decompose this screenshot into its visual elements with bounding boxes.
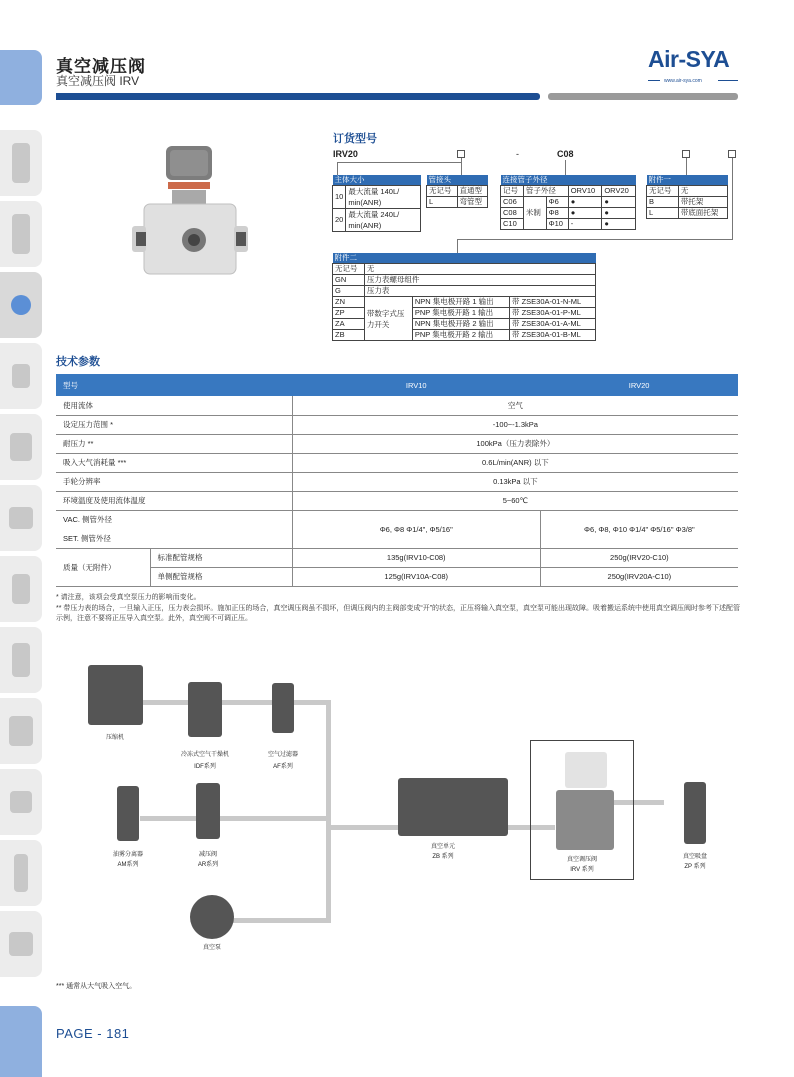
acc2-table-header: 附件二 — [333, 253, 596, 264]
code-box-acc2 — [728, 150, 736, 158]
side-nav-manifold[interactable] — [0, 627, 42, 693]
connector-line — [565, 160, 566, 175]
tech-port-irv10: Φ6, Φ8 Φ1/4", Φ5/16" — [292, 510, 540, 548]
silencer-icon — [14, 854, 28, 892]
fitting-code: L — [427, 197, 458, 208]
tech-header-irv20: IRV20 — [540, 374, 738, 396]
tech-label: 耐压力 ** — [56, 434, 292, 453]
connector-line — [461, 158, 462, 175]
logo-line-right — [718, 80, 738, 81]
irv-label: 真空调压阀 — [566, 857, 597, 863]
header-bar — [56, 93, 540, 100]
vacuum-pump-icon — [190, 895, 234, 939]
note-1: * 请注意，该项会受真空泵压力的影响而变化。 — [56, 594, 201, 601]
acc2-code: ZN — [333, 297, 365, 308]
connector-icon — [10, 791, 32, 813]
pipe-code: C06 — [501, 197, 524, 208]
connector-line — [732, 158, 733, 239]
reg-label: 减压阀 — [198, 852, 217, 858]
code-box-fitting — [457, 150, 465, 158]
fitting-code: 无记号 — [427, 186, 458, 197]
tech-value: 100kPa（压力表除外） — [292, 434, 738, 453]
note-2: ** 带压力表的场合，一旦输入正压，压力表会损坏。施加正压的场合，真空调压阀虽不损坏，但调压阀内的主阀部变成“开”的状态，正压将输入真空泵，真空泵可能出现故障。吸着搬运系统中使用真空调压阀时参考下述配管示例，注意不要将正压导入真空泵。此外，真空阀不可调正压。 — [56, 605, 741, 622]
accessory1-table — [646, 175, 728, 219]
order-code: C08 — [557, 149, 574, 159]
pad-label: 真空吸盘 — [682, 854, 707, 860]
pipe-table — [500, 175, 636, 230]
pipe-material: 米制 — [523, 197, 546, 230]
fitting-desc: 弯管型 — [457, 197, 488, 208]
side-nav-valve[interactable] — [0, 414, 42, 480]
chapter-tab[interactable] — [0, 50, 42, 105]
vacuum-pad-icon — [684, 782, 706, 844]
tech-mass-irv10: 135g(IRV10-C08) — [292, 548, 540, 567]
unit-label: 真空单元 — [430, 844, 455, 850]
side-nav-silencer[interactable] — [0, 840, 42, 906]
pipe-line — [140, 700, 330, 705]
size-desc: 最大流量 140L/ min(ANR) — [346, 186, 421, 209]
tech-mass-sub: 单侧配管规格 — [150, 567, 292, 586]
tech-value: -100~-1.3kPa — [292, 415, 738, 434]
compressor-label: 压缩机 — [105, 735, 124, 741]
separator-icon — [12, 214, 30, 254]
side-nav-separator[interactable] — [0, 201, 42, 267]
pipe-v20: ● — [602, 197, 636, 208]
brand-logo: Air-SYA — [648, 46, 730, 72]
dryer-label: 冷冻式空气干燥机 — [180, 752, 229, 758]
filter-icon — [12, 143, 30, 183]
side-nav-cylinder[interactable] — [0, 911, 42, 977]
tech-mass-label: 质量（无附件） — [56, 548, 150, 586]
acc2-output: NPN 集电极开路 1 输出 — [412, 297, 509, 308]
vacuum-unit-icon — [398, 778, 508, 836]
tech-label: 环境温度及使用流体温度 — [56, 491, 292, 510]
tech-label: 吸入大气消耗量 *** — [56, 453, 292, 472]
accessory2-table — [332, 253, 596, 341]
order-title: 订货型号 — [333, 133, 377, 145]
dryer-icon — [188, 682, 222, 737]
tech-mass-irv10: 125g(IRV10A-C08) — [292, 567, 540, 586]
fitting-desc: 直通型 — [457, 186, 488, 197]
acc2-code: ZB — [333, 330, 365, 341]
pipe-col: 记号 — [501, 186, 524, 197]
logo-url: www.air-sya.com — [664, 78, 702, 84]
code-box-acc1 — [682, 150, 690, 158]
size-code: 20 — [333, 209, 346, 232]
tech-value: 5~60℃ — [292, 491, 738, 510]
pipe-table-header: 连接管子外径 — [501, 175, 636, 186]
air-filter-icon — [272, 683, 294, 733]
pipe-col: ORV10 — [568, 186, 602, 197]
connector-line — [337, 162, 338, 175]
ejector-icon — [9, 507, 33, 529]
product-image — [132, 140, 252, 290]
acc2-desc: 无 — [364, 264, 595, 275]
regulator-icon — [196, 783, 220, 839]
acc2-digital-label: 带数字式压力开关 — [364, 297, 412, 341]
order-model: IRV20 — [333, 149, 358, 159]
tech-table — [56, 374, 738, 587]
acc2-output: PNP 集电极开路 2 输出 — [412, 330, 509, 341]
size-table — [332, 175, 421, 232]
acc2-desc: 压力表螺母组件 — [364, 275, 595, 286]
tech-title: 技术参数 — [56, 356, 100, 368]
reg-series: AR系列 — [197, 862, 219, 868]
side-nav-connector[interactable] — [0, 769, 42, 835]
pipe-code: C08 — [501, 208, 524, 219]
tech-label: 设定压力范围 * — [56, 415, 292, 434]
connector-line — [686, 158, 687, 175]
logo-line-left — [648, 80, 660, 81]
acc2-output: PNP 集电极开路 1 输出 — [412, 308, 509, 319]
acc1-code: L — [647, 208, 679, 219]
pipe-od: Φ8 — [546, 208, 568, 219]
filter-series: AF系列 — [273, 764, 293, 770]
tech-value: 空气 — [292, 396, 738, 415]
tech-label: SET. 侧管外径 — [56, 529, 292, 548]
side-nav-ejector[interactable] — [0, 485, 42, 551]
connector-line — [457, 239, 733, 240]
compressor-icon — [88, 665, 143, 725]
tech-label: VAC. 侧管外径 — [63, 515, 113, 525]
header-bar-gray — [548, 93, 738, 100]
side-nav-unit[interactable] — [0, 698, 42, 764]
acc2-model: 带 ZSE30A-01-P-ML — [509, 308, 595, 319]
mist-series: AM系列 — [117, 862, 139, 868]
unit-series: ZB 系列 — [432, 854, 454, 860]
pipe-v20: ● — [602, 208, 636, 219]
irv-regulator-icon — [556, 790, 614, 850]
page-title: 真空减压阀 — [56, 57, 146, 76]
irv-top-icon — [565, 752, 607, 788]
page-number: PAGE - 181 — [56, 1026, 130, 1041]
tech-mass-sub: 标准配管规格 — [150, 548, 292, 567]
tech-header-irv10: IRV10 — [292, 374, 540, 396]
mist-separator-icon — [117, 786, 139, 841]
acc1-code: B — [647, 197, 679, 208]
acc2-code: GN — [333, 275, 365, 286]
acc2-model: 带 ZSE30A-01-N-ML — [509, 297, 595, 308]
fitting-table — [426, 175, 488, 208]
acc2-desc: 压力表 — [364, 286, 595, 297]
side-nav-switch[interactable] — [0, 556, 42, 622]
pipe-code: C10 — [501, 219, 524, 230]
unit-icon — [9, 716, 33, 746]
tech-header-model: 型号 — [56, 374, 292, 396]
tech-mass-irv20: 250g(IRV20-C10) — [540, 548, 738, 567]
dryer-series: IDF系列 — [194, 764, 216, 770]
acc2-code: 无记号 — [333, 264, 365, 275]
acc2-code: ZA — [333, 319, 365, 330]
fitting-table-header: 管接头 — [427, 175, 488, 186]
size-code: 10 — [333, 186, 346, 209]
order-dash: - — [516, 149, 519, 159]
tech-label: 手轮分辨率 — [56, 472, 292, 491]
regulator-icon — [11, 295, 31, 315]
pipe-od: Φ6 — [546, 197, 568, 208]
pipe-od: Φ10 — [546, 219, 568, 230]
pipe-v10: - — [568, 219, 602, 230]
valve-icon — [10, 433, 32, 461]
tech-value: 0.13kPa 以下 — [292, 472, 738, 491]
tech-label: 使用流体 — [56, 396, 292, 415]
switch-icon — [12, 574, 30, 604]
pipe-v10: ● — [568, 208, 602, 219]
manifold-icon — [12, 643, 30, 677]
pipe-v10: ● — [568, 197, 602, 208]
pad-series: ZP 系列 — [684, 864, 706, 870]
pipe-line — [331, 825, 401, 830]
tech-port-irv20: Φ6, Φ8, Φ10 Φ1/4" Φ5/16" Φ3/8" — [540, 510, 738, 548]
pipe-v20: ● — [602, 219, 636, 230]
side-nav-fitting[interactable] — [0, 343, 42, 409]
size-table-header: 主体大小 — [333, 175, 421, 186]
acc2-code: G — [333, 286, 365, 297]
connector-line — [337, 162, 461, 163]
tech-mass-irv20: 250g(IRV20A-C10) — [540, 567, 738, 586]
pipe-line — [140, 816, 330, 821]
bottom-tab — [0, 1006, 42, 1077]
cylinder-icon — [9, 932, 33, 956]
pipe-line — [326, 700, 331, 920]
acc1-table-header: 附件一 — [647, 175, 728, 186]
acc2-code: ZP — [333, 308, 365, 319]
side-nav-filter[interactable] — [0, 130, 42, 196]
footnote: *** 通常从大气吸入空气。 — [56, 983, 137, 990]
pump-label: 真空泵 — [202, 945, 221, 951]
acc1-code: 无记号 — [647, 186, 679, 197]
pipe-col: ORV20 — [602, 186, 636, 197]
fitting-icon — [12, 364, 30, 388]
filter-label: 空气过滤器 — [267, 752, 298, 758]
irv-series: IRV 系列 — [570, 867, 594, 873]
mist-label: 油雾分离器 — [112, 852, 143, 858]
size-desc: 最大流量 240L/ min(ANR) — [346, 209, 421, 232]
acc2-model: 带 ZSE30A-01-B-ML — [509, 330, 595, 341]
pipe-col: 管子外径 — [523, 186, 568, 197]
acc2-output: NPN 集电极开路 2 输出 — [412, 319, 509, 330]
acc1-desc: 带底面托架 — [678, 208, 727, 219]
page-subtitle: 真空减压阀 IRV — [56, 74, 140, 88]
acc1-desc: 无 — [678, 186, 727, 197]
side-nav-regulator[interactable] — [0, 272, 42, 338]
acc2-model: 带 ZSE30A-01-A-ML — [509, 319, 595, 330]
acc1-desc: 带托架 — [678, 197, 727, 208]
connector-line — [457, 239, 458, 253]
tech-value: 0.6L/min(ANR) 以下 — [292, 453, 738, 472]
